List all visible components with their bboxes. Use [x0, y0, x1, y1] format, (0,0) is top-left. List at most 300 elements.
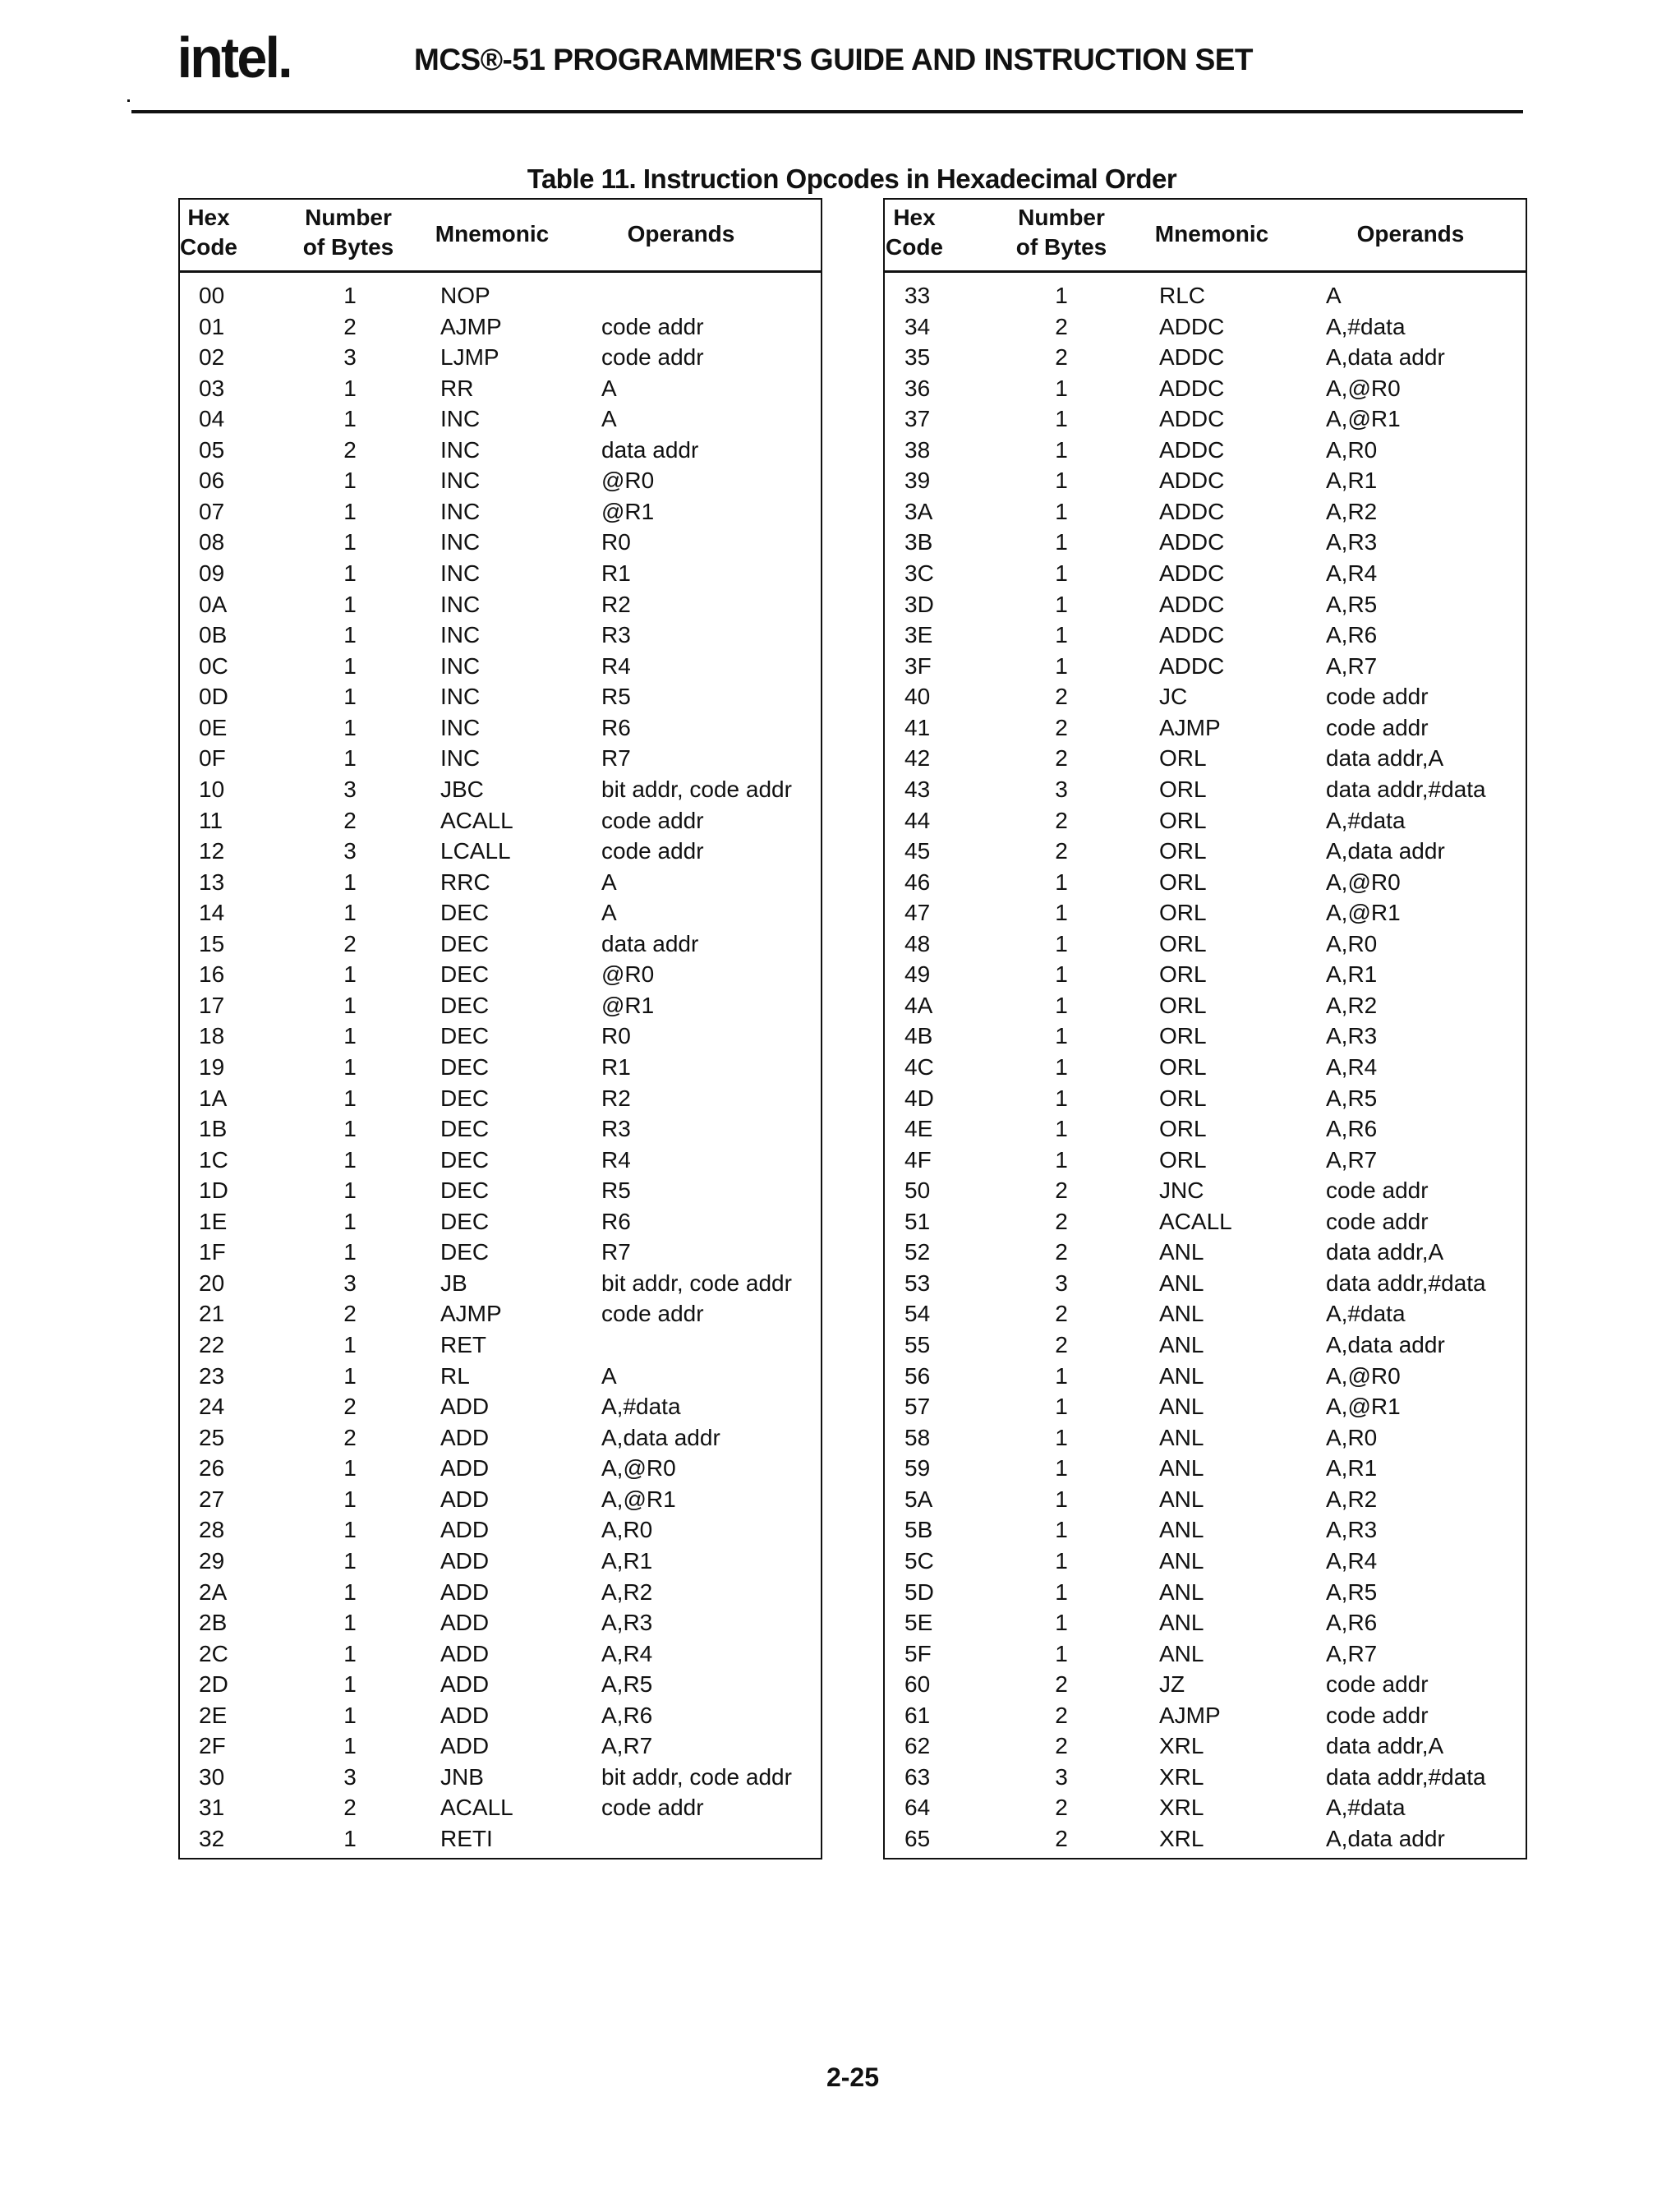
- table-row: [180, 1113, 821, 1144]
- byte-count-cell: 1: [343, 1610, 357, 1636]
- operands-cell: A,R5: [1326, 1578, 1378, 1605]
- byte-count-cell: 1: [1055, 1610, 1068, 1636]
- table-row: [885, 1453, 1526, 1483]
- mnemonic-cell: JNB: [440, 1763, 484, 1790]
- hex-code-cell: 01: [199, 313, 225, 339]
- byte-count-cell: 1: [343, 1640, 357, 1666]
- col-operands-label: Operands: [627, 221, 735, 247]
- table-row: [180, 743, 821, 773]
- operands-cell: R3: [601, 622, 631, 648]
- mnemonic-cell: ANL: [1159, 1270, 1204, 1296]
- hex-code-cell: 28: [199, 1517, 225, 1543]
- byte-count-cell: 1: [1055, 1362, 1068, 1389]
- operands-cell: R3: [601, 1116, 631, 1142]
- hex-code-cell: 3A: [904, 498, 933, 524]
- table-row: [885, 373, 1526, 403]
- mnemonic-cell: INC: [440, 468, 481, 494]
- mnemonic-cell: ORL: [1159, 1023, 1207, 1049]
- hex-code-cell: 43: [904, 776, 931, 802]
- byte-count-cell: 1: [343, 1517, 357, 1543]
- hex-code-cell: 44: [904, 807, 931, 833]
- byte-count-cell: 1: [343, 1085, 357, 1111]
- col-mnemonic-label: Mnemonic: [435, 221, 550, 247]
- operands-cell: R2: [601, 1085, 631, 1111]
- table-row: [885, 527, 1526, 557]
- hex-code-cell: 34: [904, 313, 931, 339]
- operands-cell: A,R3: [1326, 529, 1378, 555]
- table-row: [180, 929, 821, 959]
- byte-count-cell: 2: [343, 313, 357, 339]
- hex-code-cell: 5B: [904, 1517, 933, 1543]
- mnemonic-cell: ACALL: [440, 1795, 513, 1821]
- table-row: [180, 403, 821, 434]
- hex-code-cell: 1C: [199, 1146, 228, 1173]
- byte-count-cell: 1: [343, 1455, 357, 1482]
- byte-count-cell: 3: [1055, 776, 1068, 802]
- operands-cell: code addr: [1326, 1177, 1429, 1204]
- table-row: [180, 1577, 821, 1607]
- operands-cell: @R0: [601, 468, 655, 494]
- operands-cell: data addr,#data: [1326, 1270, 1486, 1296]
- hex-code-cell: 36: [904, 375, 931, 401]
- hex-code-cell: 63: [904, 1763, 931, 1790]
- page-header-title: MCS®-51 PROGRAMMER'S GUIDE AND INSTRUCTION SET: [414, 43, 1254, 76]
- table-row: [885, 1730, 1526, 1761]
- byte-count-cell: 1: [343, 900, 357, 926]
- mnemonic-cell: ORL: [1159, 930, 1207, 956]
- operands-cell: @R0: [601, 961, 655, 988]
- operands-cell: R6: [601, 714, 631, 740]
- operands-cell: R5: [601, 684, 631, 710]
- table-row: [885, 620, 1526, 650]
- operands-cell: A,#data: [1326, 1301, 1406, 1327]
- table-row: [180, 589, 821, 620]
- byte-count-cell: 2: [1055, 714, 1068, 740]
- table-row: [180, 1361, 821, 1391]
- mnemonic-cell: ADDC: [1159, 313, 1225, 339]
- table-row: [885, 1113, 1526, 1144]
- hex-code-cell: 2C: [199, 1640, 228, 1666]
- hex-code-cell: 37: [904, 406, 931, 432]
- hex-code-cell: 22: [199, 1332, 225, 1358]
- table-row: [885, 465, 1526, 495]
- hex-code-cell: 2B: [199, 1610, 228, 1636]
- mnemonic-cell: ADD: [440, 1455, 490, 1482]
- hex-code-cell: 47: [904, 900, 931, 926]
- byte-count-cell: 2: [343, 1301, 357, 1327]
- mnemonic-cell: DEC: [440, 1239, 490, 1265]
- hex-code-cell: 2A: [199, 1578, 228, 1605]
- hex-code-cell: 0D: [199, 684, 228, 710]
- hex-code-cell: 53: [904, 1270, 931, 1296]
- byte-count-cell: 2: [1055, 1671, 1068, 1698]
- mnemonic-cell: INC: [440, 406, 481, 432]
- operands-cell: A,data addr: [1326, 1826, 1445, 1851]
- hex-code-cell: 64: [904, 1795, 931, 1821]
- mnemonic-cell: INC: [440, 684, 481, 710]
- table-row: [180, 342, 821, 372]
- table-row: [180, 712, 821, 743]
- mnemonic-cell: JNC: [1159, 1177, 1204, 1204]
- table-row: [885, 1361, 1526, 1391]
- mnemonic-cell: ANL: [1159, 1486, 1204, 1512]
- table-row: [885, 867, 1526, 897]
- table-row: [885, 1638, 1526, 1669]
- table-row: [885, 1514, 1526, 1545]
- hex-code-cell: 58: [904, 1424, 931, 1450]
- hex-code-cell: 03: [199, 375, 225, 401]
- table-row: [885, 1546, 1526, 1576]
- hex-code-cell: 11: [199, 807, 223, 833]
- operands-cell: R5: [601, 1177, 631, 1204]
- operands-cell: A,R5: [1326, 1085, 1378, 1111]
- table-row: [180, 1792, 821, 1823]
- operands-cell: R1: [601, 1054, 631, 1080]
- operands-cell: code addr: [601, 1301, 704, 1327]
- mnemonic-cell: DEC: [440, 1146, 490, 1173]
- byte-count-cell: 1: [1055, 436, 1068, 463]
- intel-logo: intel.: [177, 25, 291, 90]
- mnemonic-cell: RET: [440, 1332, 486, 1358]
- hex-code-cell: 46: [904, 869, 931, 895]
- mnemonic-cell: INC: [440, 529, 481, 555]
- hex-code-cell: 51: [904, 1208, 931, 1234]
- operands-cell: A,R2: [1326, 992, 1378, 1018]
- hex-code-cell: 27: [199, 1486, 225, 1512]
- hex-code-cell: 54: [904, 1301, 931, 1327]
- mnemonic-cell: ORL: [1159, 900, 1207, 926]
- hex-code-cell: 5F: [904, 1640, 932, 1666]
- operands-cell: data addr,#data: [1326, 776, 1486, 802]
- table-row: [885, 1577, 1526, 1607]
- byte-count-cell: 2: [1055, 745, 1068, 772]
- mnemonic-cell: NOP: [440, 283, 490, 308]
- operands-cell: R2: [601, 591, 631, 617]
- table-row: [180, 897, 821, 928]
- byte-count-cell: 1: [343, 1733, 357, 1759]
- byte-count-cell: 1: [343, 1671, 357, 1698]
- hex-code-cell: 50: [904, 1177, 931, 1204]
- table-row: [180, 959, 821, 989]
- byte-count-cell: 1: [343, 1826, 357, 1851]
- mnemonic-cell: ADD: [440, 1547, 490, 1574]
- mnemonic-cell: ADDC: [1159, 591, 1225, 617]
- operands-cell: A,R4: [1326, 560, 1378, 587]
- table-row: [885, 342, 1526, 372]
- table-caption: Table 11. Instruction Opcodes in Hexadecimal Order: [527, 164, 1177, 194]
- mnemonic-cell: JB: [440, 1270, 467, 1296]
- hex-code-cell: 30: [199, 1763, 225, 1790]
- hex-code-cell: 52: [904, 1239, 931, 1265]
- table-row: [180, 1453, 821, 1483]
- mnemonic-cell: ANL: [1159, 1394, 1204, 1420]
- byte-count-cell: 1: [343, 714, 357, 740]
- hex-code-cell: 62: [904, 1733, 931, 1759]
- operands-cell: A,R1: [1326, 961, 1378, 988]
- table-row: [885, 589, 1526, 620]
- mnemonic-cell: LCALL: [440, 838, 511, 864]
- mnemonic-cell: ANL: [1159, 1455, 1204, 1482]
- mnemonic-cell: AJMP: [1159, 1702, 1221, 1728]
- table-row: [180, 1762, 821, 1792]
- table-row: [180, 990, 821, 1021]
- table-row: [885, 1330, 1526, 1360]
- byte-count-cell: 1: [343, 652, 357, 679]
- byte-count-cell: 2: [1055, 1332, 1068, 1358]
- mnemonic-cell: ORL: [1159, 807, 1207, 833]
- mnemonic-cell: ADD: [440, 1733, 490, 1759]
- byte-count-cell: 1: [343, 684, 357, 710]
- hex-code-cell: 35: [904, 344, 931, 371]
- hex-code-cell: 19: [199, 1054, 225, 1080]
- hex-code-cell: 24: [199, 1394, 225, 1420]
- byte-count-cell: 1: [1055, 1547, 1068, 1574]
- hex-code-cell: 14: [199, 900, 225, 926]
- hex-code-cell: 0E: [199, 714, 228, 740]
- hex-code-cell: 5A: [904, 1486, 933, 1512]
- byte-count-cell: 1: [1055, 560, 1068, 587]
- hex-code-cell: 3E: [904, 622, 933, 648]
- byte-count-cell: 3: [343, 1270, 357, 1296]
- operands-cell: A: [601, 375, 617, 401]
- operands-cell: A,R6: [1326, 1610, 1378, 1636]
- operands-cell: A,R6: [601, 1702, 653, 1728]
- table-row: [180, 465, 821, 495]
- hex-code-cell: 4B: [904, 1023, 933, 1049]
- byte-count-cell: 2: [1055, 1795, 1068, 1821]
- mnemonic-cell: ANL: [1159, 1578, 1204, 1605]
- mnemonic-cell: RRC: [440, 869, 490, 895]
- mnemonic-cell: ORL: [1159, 1116, 1207, 1142]
- table-row: [885, 496, 1526, 527]
- hex-code-cell: 4E: [904, 1116, 933, 1142]
- col-mnemonic-label: Mnemonic: [1154, 221, 1269, 247]
- byte-count-cell: 1: [343, 1146, 357, 1173]
- byte-count-cell: 1: [1055, 591, 1068, 617]
- col-hex-label-2: Code: [180, 234, 237, 260]
- table-row: [885, 990, 1526, 1021]
- mnemonic-cell: INC: [440, 714, 481, 740]
- byte-count-cell: 1: [1055, 1424, 1068, 1450]
- table-row: [885, 1823, 1526, 1854]
- byte-count-cell: 1: [343, 1362, 357, 1389]
- mnemonic-cell: DEC: [440, 930, 490, 956]
- byte-count-cell: 1: [1055, 498, 1068, 524]
- operands-cell: data addr,A: [1326, 1239, 1444, 1265]
- operands-cell: A,R1: [1326, 1455, 1378, 1482]
- mnemonic-cell: XRL: [1159, 1733, 1204, 1759]
- operands-cell: A,data addr: [1326, 838, 1445, 864]
- table-row: [180, 1638, 821, 1669]
- hex-code-cell: 3D: [904, 591, 934, 617]
- hex-code-cell: 04: [199, 406, 225, 432]
- table-row: [885, 1391, 1526, 1422]
- hex-code-cell: 06: [199, 468, 225, 494]
- operands-cell: A: [601, 1362, 617, 1389]
- hex-code-cell: 16: [199, 961, 225, 988]
- mnemonic-cell: DEC: [440, 992, 490, 1018]
- mnemonic-cell: ANL: [1159, 1640, 1204, 1666]
- byte-count-cell: 1: [343, 1578, 357, 1605]
- mnemonic-cell: ACALL: [1159, 1208, 1232, 1234]
- byte-count-cell: 1: [1055, 1455, 1068, 1482]
- mnemonic-cell: RETI: [440, 1826, 493, 1851]
- operands-cell: A,@R0: [1326, 1362, 1401, 1389]
- opcode-table-left: [178, 198, 822, 1859]
- operands-cell: data addr,A: [1326, 1733, 1444, 1759]
- mnemonic-cell: ADDC: [1159, 622, 1225, 648]
- mnemonic-cell: INC: [440, 622, 481, 648]
- mnemonic-cell: JBC: [440, 776, 484, 802]
- table-row: [180, 1823, 821, 1854]
- byte-count-cell: 1: [1055, 406, 1068, 432]
- mnemonic-cell: INC: [440, 591, 481, 617]
- byte-count-cell: 2: [1055, 684, 1068, 710]
- table-row: [180, 1607, 821, 1638]
- hex-code-cell: 0C: [199, 652, 228, 679]
- hex-code-cell: 21: [199, 1301, 225, 1327]
- table-row: [180, 1391, 821, 1422]
- mnemonic-cell: AJMP: [440, 313, 502, 339]
- col-bytes-label-2: of Bytes: [1015, 234, 1107, 260]
- operands-cell: A,#data: [1326, 807, 1406, 833]
- byte-count-cell: 1: [343, 1239, 357, 1265]
- hex-code-cell: 38: [904, 436, 931, 463]
- mnemonic-cell: DEC: [440, 961, 490, 988]
- hex-code-cell: 5C: [904, 1547, 934, 1574]
- byte-count-cell: 1: [1055, 1146, 1068, 1173]
- mnemonic-cell: RLC: [1159, 283, 1206, 308]
- operands-cell: @R1: [601, 498, 655, 524]
- operands-cell: A,R0: [1326, 436, 1378, 463]
- operands-cell: R7: [601, 1239, 631, 1265]
- byte-count-cell: 1: [343, 1023, 357, 1049]
- operands-cell: A,data addr: [601, 1424, 720, 1450]
- operands-cell: code addr: [601, 344, 704, 371]
- table-row: [180, 836, 821, 866]
- byte-count-cell: 1: [343, 406, 357, 432]
- byte-count-cell: 1: [343, 1054, 357, 1080]
- operands-cell: R0: [601, 1023, 631, 1049]
- hex-code-cell: 1D: [199, 1177, 228, 1204]
- byte-count-cell: 2: [1055, 1239, 1068, 1265]
- byte-count-cell: 1: [343, 1177, 357, 1204]
- hex-code-cell: 4A: [904, 992, 933, 1018]
- mnemonic-cell: ADD: [440, 1578, 490, 1605]
- operands-cell: code addr: [1326, 1208, 1429, 1234]
- byte-count-cell: 1: [1055, 529, 1068, 555]
- byte-count-cell: 1: [343, 1116, 357, 1142]
- hex-code-cell: 17: [199, 992, 225, 1018]
- byte-count-cell: 2: [343, 807, 357, 833]
- table-row: [885, 743, 1526, 773]
- table-row: [180, 620, 821, 650]
- byte-count-cell: 1: [343, 591, 357, 617]
- table-row: [180, 1669, 821, 1699]
- byte-count-cell: 1: [343, 560, 357, 587]
- operands-cell: A,R3: [1326, 1517, 1378, 1543]
- operands-cell: @R1: [601, 992, 655, 1018]
- hex-code-cell: 5D: [904, 1578, 934, 1605]
- mnemonic-cell: ANL: [1159, 1547, 1204, 1574]
- hex-code-cell: 0A: [199, 591, 228, 617]
- table-row: [885, 897, 1526, 928]
- mnemonic-cell: RR: [440, 375, 474, 401]
- operands-cell: code addr: [601, 807, 704, 833]
- operands-cell: A,data addr: [1326, 344, 1445, 371]
- table-row: [180, 774, 821, 804]
- mnemonic-cell: DEC: [440, 1208, 490, 1234]
- mnemonic-cell: DEC: [440, 1023, 490, 1049]
- mnemonic-cell: INC: [440, 560, 481, 587]
- hex-code-cell: 33: [904, 283, 931, 308]
- table-row: [180, 1021, 821, 1051]
- mnemonic-cell: ADDC: [1159, 560, 1225, 587]
- mnemonic-cell: ADD: [440, 1394, 490, 1420]
- mnemonic-cell: INC: [440, 498, 481, 524]
- operands-cell: A,R6: [1326, 1116, 1378, 1142]
- byte-count-cell: 3: [1055, 1763, 1068, 1790]
- operands-cell: code addr: [1326, 714, 1429, 740]
- byte-count-cell: 1: [1055, 1640, 1068, 1666]
- col-bytes-label-2: of Bytes: [302, 234, 394, 260]
- operands-cell: R4: [601, 1146, 631, 1173]
- byte-count-cell: 3: [343, 776, 357, 802]
- mnemonic-cell: ORL: [1159, 1146, 1207, 1173]
- byte-count-cell: 1: [1055, 1578, 1068, 1605]
- table-row: [180, 681, 821, 712]
- hex-code-cell: 42: [904, 745, 931, 772]
- byte-count-cell: 2: [1055, 344, 1068, 371]
- byte-count-cell: 3: [1055, 1270, 1068, 1296]
- operands-cell: data addr,#data: [1326, 1763, 1486, 1790]
- mnemonic-cell: ORL: [1159, 745, 1207, 772]
- byte-count-cell: 2: [343, 1394, 357, 1420]
- hex-code-cell: 08: [199, 529, 225, 555]
- operands-cell: R6: [601, 1208, 631, 1234]
- byte-count-cell: 1: [1055, 961, 1068, 988]
- operands-cell: A: [601, 900, 617, 926]
- byte-count-cell: 3: [343, 344, 357, 371]
- table-row: [885, 1175, 1526, 1205]
- hex-code-cell: 56: [904, 1362, 931, 1389]
- mnemonic-cell: DEC: [440, 1054, 490, 1080]
- operands-cell: A,R1: [1326, 468, 1378, 494]
- operands-cell: A,R1: [601, 1547, 653, 1574]
- mnemonic-cell: ADDC: [1159, 406, 1225, 432]
- col-bytes-label-1: Number: [1018, 205, 1105, 230]
- mnemonic-cell: ORL: [1159, 776, 1207, 802]
- table-row: [885, 929, 1526, 959]
- operands-cell: A,R0: [1326, 930, 1378, 956]
- operands-cell: bit addr, code addr: [601, 1763, 792, 1790]
- hex-code-cell: 23: [199, 1362, 225, 1389]
- table-row: [180, 373, 821, 403]
- table-row: [885, 712, 1526, 743]
- operands-cell: code addr: [601, 1795, 704, 1821]
- header-rule: [131, 110, 1523, 113]
- hex-code-cell: 1F: [199, 1239, 226, 1265]
- operands-cell: A,R5: [601, 1671, 653, 1698]
- operands-cell: R4: [601, 652, 631, 679]
- hex-code-cell: 05: [199, 436, 225, 463]
- hex-code-cell: 25: [199, 1424, 225, 1450]
- table-row: [885, 1484, 1526, 1514]
- table-row: [180, 1175, 821, 1205]
- operands-cell: A,R0: [601, 1517, 653, 1543]
- byte-count-cell: 1: [1055, 652, 1068, 679]
- scan-speck: [127, 99, 130, 102]
